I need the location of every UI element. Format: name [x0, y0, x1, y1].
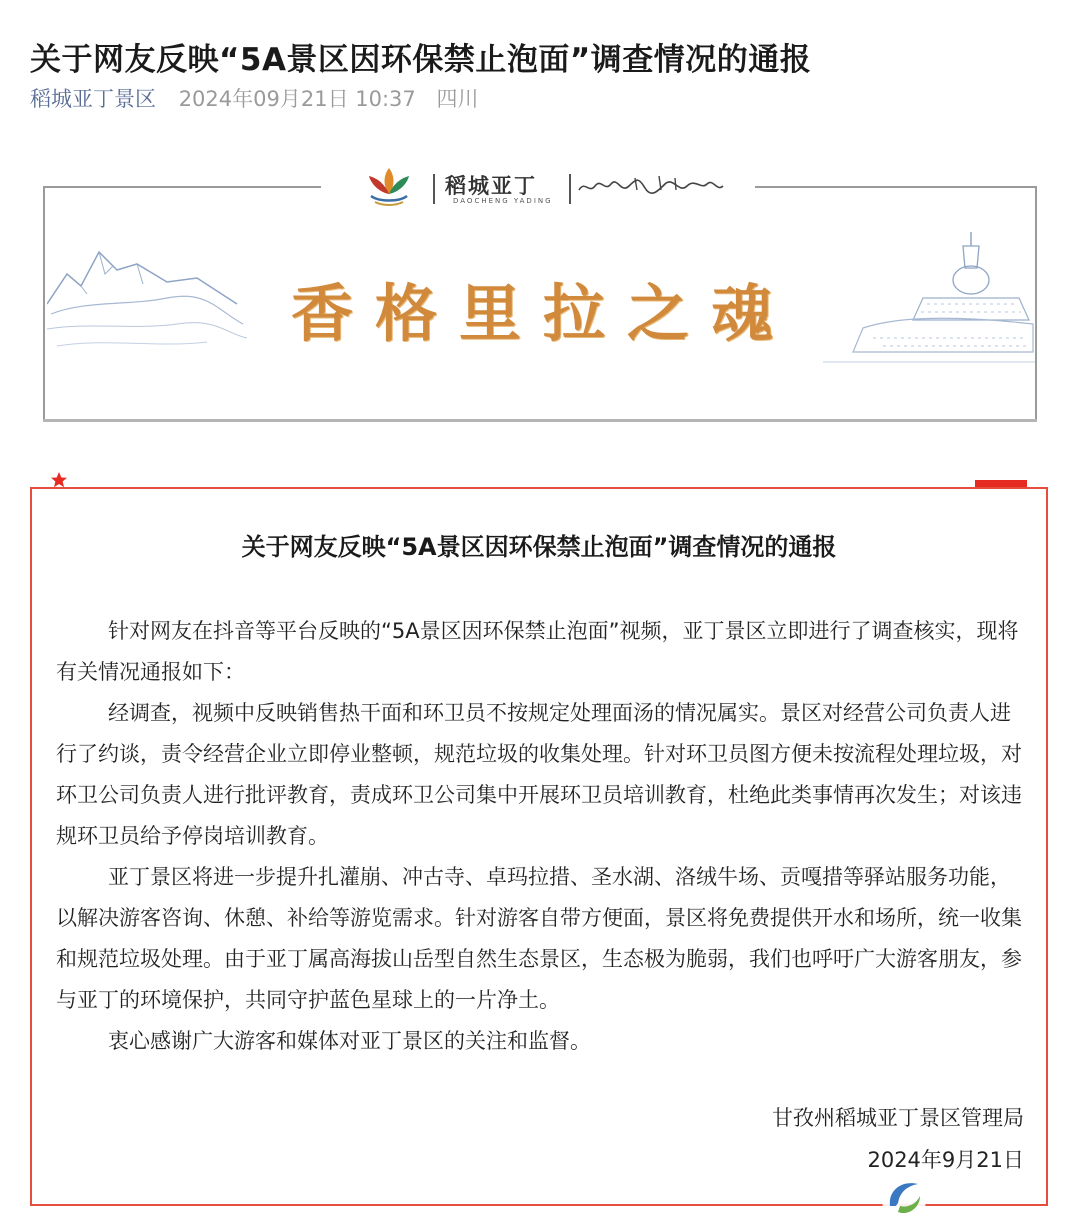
- logo-separator: [569, 174, 571, 204]
- article-meta: [30, 82, 478, 116]
- notice-paragraph: 经调查，视频中反映销售热干面和环卫员不按规定处理面汤的情况属实。景区对经营公司负责人进行了约谈，责令经营企业立即停业整顿，规范垃圾的收集处理。针对环卫员图方便未按流程处理垃圾，对环卫公司负责人进行批评教育，责成环卫公司集中开展环卫员培训教育，杜绝此类事情再次发生；对该违规环卫员给予停岗培训教育。: [56, 701, 1022, 848]
- notice-paragraph: 衷心感谢广大游客和媒体对亚丁景区的关注和监督。: [108, 1029, 591, 1053]
- article-title: 关于网友反映“5A景区因环保禁止泡面”调查情况的通报: [30, 41, 812, 78]
- logo-separator: [433, 174, 435, 204]
- lotus-logo-icon: [361, 164, 417, 210]
- banner-frame-line: [43, 419, 1037, 422]
- banner-frame-line: [1035, 186, 1037, 422]
- publish-datetime: 2024年09月21日 10:37: [178, 87, 416, 111]
- banner-frame-line: [43, 186, 45, 422]
- publish-location: 四川: [436, 87, 479, 111]
- mountain-sketch: [47, 234, 247, 364]
- notice-paragraph: 亚丁景区将进一步提升扎灌崩、冲古寺、卓玛拉措、圣水湖、洛绒牛场、贡嘎措等驿站服务功能，以解决游客咨询、休憩、补给等游览需求。针对游客自带方便面，景区将免费提供开水和场所，统一收集和规范垃圾处理。由于亚丁属高海拔山岳型自然生态景区，生态极为脆弱，我们也呼吁广大游客朋友，参与亚丁的环境保护，共同守护蓝色星球上的一片净土。: [56, 865, 1022, 1012]
- tibetan-script-graphic: [575, 170, 725, 200]
- header-banner-image: [43, 162, 1037, 422]
- notice-paragraph: 针对网友在抖音等平台反映的“5A景区因环保禁止泡面”视频，亚丁景区立即进行了调查核实，现将有关情况通报如下：: [56, 619, 1019, 684]
- notice-signature: [772, 1097, 1024, 1181]
- notice-document: [30, 487, 1048, 1206]
- banner-slogan: 香格里拉之魂: [291, 277, 796, 350]
- signature-date: 2024年9月21日: [867, 1148, 1024, 1172]
- banner-frame-line: [755, 186, 1037, 188]
- account-name-link[interactable]: 稻城亚丁景区: [30, 87, 156, 111]
- signature-org: 甘孜州稻城亚丁景区管理局: [772, 1106, 1024, 1130]
- banner-logo: [361, 164, 721, 210]
- banner-frame-line: [43, 186, 321, 188]
- watermark-logo-icon: [874, 1172, 934, 1226]
- logo-subtitle: DAOCHENG YADING: [453, 197, 553, 205]
- notice-body: [56, 611, 1028, 1062]
- notice-title: 关于网友反映“5A景区因环保禁止泡面”调查情况的通报: [241, 533, 837, 561]
- logo-name: 稻城亚丁: [445, 174, 537, 198]
- stupa-sketch: [823, 224, 1035, 374]
